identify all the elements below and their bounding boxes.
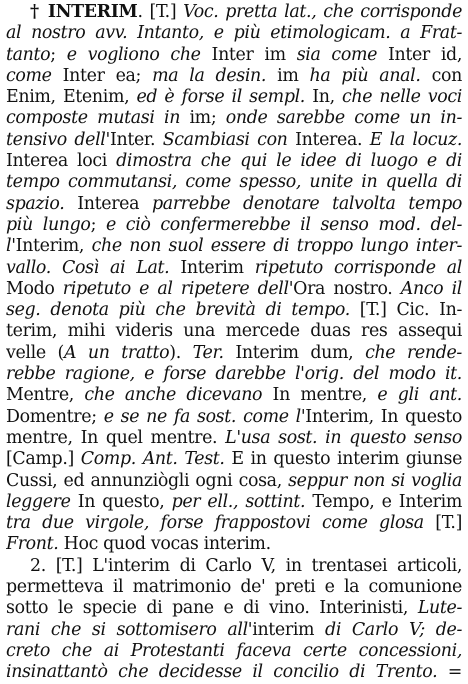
text-segment: Interea — [64, 193, 153, 214]
text-line — [6, 662, 462, 683]
text-line — [6, 66, 462, 87]
text-segment: con — [420, 65, 462, 86]
text-segment: come — [6, 65, 52, 86]
text-segment: Ter. — [192, 342, 224, 363]
text-line — [6, 641, 462, 662]
text-segment: ma la desin. — [152, 65, 267, 86]
text-segment: Inter. — [109, 129, 163, 150]
text-segment: In, — [305, 87, 342, 108]
text-segment: E la locuz. — [369, 129, 462, 150]
text-line — [6, 556, 462, 577]
text-segment: Interea loci — [6, 151, 117, 172]
text-line — [6, 258, 462, 279]
text-segment: Interim dum, — [223, 342, 366, 363]
text-segment: ha più anal. — [309, 65, 421, 86]
text-segment: Voc. pretta lat., che corrisponde — [183, 2, 462, 22]
text-segment: e se ne fa sost. come l' — [103, 406, 306, 427]
text-segment: al nostro avv. Intanto, e più etimologicam. a Frat- — [6, 23, 462, 44]
text-line — [6, 534, 462, 555]
headword: † — [30, 2, 48, 22]
text-segment: composte mutasi in — [6, 108, 181, 129]
text-segment: tanto — [6, 44, 51, 65]
text-segment: e gli ant. — [377, 385, 462, 406]
text-line — [6, 236, 462, 257]
text-line — [6, 2, 462, 23]
text-segment: Front. — [6, 534, 59, 555]
text-segment: im — [266, 65, 310, 86]
text-line — [6, 279, 462, 300]
text-line — [6, 194, 462, 215]
text-line — [6, 385, 462, 406]
text-segment: vallo. Così ai Lat. — [6, 257, 170, 278]
text-segment: Ora nostro. — [293, 278, 401, 299]
dictionary-entry-interim — [6, 2, 462, 684]
text-segment: di Carlo V; de- — [325, 619, 462, 640]
entry-text-block — [6, 2, 462, 684]
text-segment: [T.] — [423, 513, 462, 534]
text-segment: permetteva il matrimonio de' preti e la comunione — [6, 577, 462, 598]
text-line — [6, 151, 462, 172]
text-segment: Interim — [169, 257, 255, 278]
text-segment: Hoc quod vocas interim. — [58, 534, 271, 555]
text-segment: che anche dicevano — [84, 385, 263, 406]
text-segment: . [T.] — [137, 2, 184, 22]
text-segment: Enim, Etenim, — [6, 87, 137, 108]
text-segment: ). — [169, 342, 193, 363]
text-segment: Inter id, — [377, 44, 462, 65]
text-line — [6, 471, 462, 492]
text-segment: In mentre, — [262, 385, 378, 406]
text-line — [6, 364, 462, 385]
text-segment: [T.] Cic. In- — [349, 300, 462, 321]
text-segment: mentre, In quel mentre. — [6, 427, 226, 448]
text-segment: leggere — [6, 491, 71, 512]
text-segment: tempo commutansi, come spesso, unite in quella di — [6, 172, 462, 193]
text-segment: seppur non si voglia — [288, 470, 462, 491]
text-segment: Mentre, — [6, 385, 85, 406]
text-segment: Cussi, ed annunziògli ogni cosa, — [6, 470, 289, 491]
text-segment: [Camp.] — [6, 449, 81, 470]
text-line — [6, 598, 462, 619]
text-segment: ; — [90, 214, 106, 235]
text-segment: E in questo interim giunse — [224, 449, 462, 470]
text-segment: Comp. Ant. Test. — [80, 449, 225, 470]
text-segment: Anco il — [400, 278, 462, 299]
text-line — [6, 87, 462, 108]
text-segment: ; — [50, 44, 67, 65]
text-segment: l' — [6, 236, 16, 257]
text-segment: ed è forse il sempl. — [136, 87, 305, 108]
text-line — [6, 45, 462, 66]
text-line — [6, 108, 462, 129]
text-segment: = — [437, 662, 462, 683]
text-line — [6, 343, 462, 364]
text-segment: Scambiasi con — [162, 129, 288, 150]
text-segment: parrebbe denotare talvolta tempo — [152, 193, 462, 214]
text-segment: e ciò confermerebbe il senso mod. del- — [105, 214, 462, 235]
text-line — [6, 577, 462, 598]
text-segment: Lute- — [417, 598, 462, 619]
text-segment: Domentre; — [6, 406, 104, 427]
text-line — [6, 300, 462, 321]
text-segment: che non suol essere di troppo lungo inter- — [91, 236, 462, 257]
text-line — [6, 449, 462, 470]
text-segment: Interim, — [15, 236, 92, 257]
text-segment: Interim, In questo — [305, 406, 462, 427]
text-segment: onde sarebbe come un in- — [225, 108, 462, 129]
text-segment: creto che ai Protestanti faceva certe concessioni, — [6, 640, 462, 661]
text-segment: ripetuto e al ripetere dell' — [62, 278, 294, 299]
text-segment: per ell., sottint. — [171, 491, 306, 512]
text-segment: che nelle voci — [342, 87, 462, 108]
text-segment: Interea. — [287, 129, 370, 150]
text-segment: im; — [180, 108, 226, 129]
text-segment: insinattantò che decidesse il concilio di Trento. — [6, 662, 438, 683]
text-segment: ripetuto corrisponde al — [254, 257, 462, 278]
text-segment: In questo, — [70, 491, 172, 512]
text-line — [6, 215, 462, 236]
text-segment: 2. [T.] L'interim di Carlo V, in trentasei articoli, — [30, 555, 462, 576]
text-segment: A un tratto — [63, 342, 170, 363]
text-line — [6, 407, 462, 428]
text-line — [6, 620, 462, 641]
text-segment: sotto le specie di pane e di vino. Interinisti, — [6, 598, 418, 619]
text-segment: spazio. — [6, 193, 65, 214]
text-segment: interim — [252, 619, 326, 640]
text-segment: dimostra che qui le idee di luogo e di — [116, 151, 462, 172]
text-line — [6, 23, 462, 44]
text-segment: velle ( — [6, 342, 64, 363]
text-line — [6, 130, 462, 151]
text-line — [6, 492, 462, 513]
text-line — [6, 513, 462, 534]
text-segment: Inter ea; — [51, 65, 153, 86]
text-line — [6, 172, 462, 193]
text-segment: seg. denota più che brevità di tempo. — [6, 300, 350, 321]
text-segment: tensivo dell' — [6, 129, 110, 150]
text-segment: terim, mihi videris una mercede duas res assequi — [6, 321, 462, 342]
text-segment: tra due virgole, forse frappostovi come glosa — [6, 513, 424, 534]
text-line — [6, 428, 462, 449]
text-line — [6, 321, 462, 342]
text-segment: e vogliono che — [66, 44, 201, 65]
headword: INTERIM — [47, 2, 138, 22]
text-segment: Inter im — [200, 44, 297, 65]
text-segment: L'usa sost. in questo senso — [225, 427, 462, 448]
text-segment: sia come — [296, 44, 378, 65]
text-segment: Modo — [6, 278, 63, 299]
text-segment: rebbe ragione, e forse darebbe l'orig. del modo it. — [6, 364, 462, 385]
text-segment: più lungo — [6, 214, 91, 235]
text-segment: rani che si sottomisero all' — [6, 619, 253, 640]
text-segment: che rende- — [365, 342, 462, 363]
text-segment: Tempo, e Interim — [305, 491, 462, 512]
